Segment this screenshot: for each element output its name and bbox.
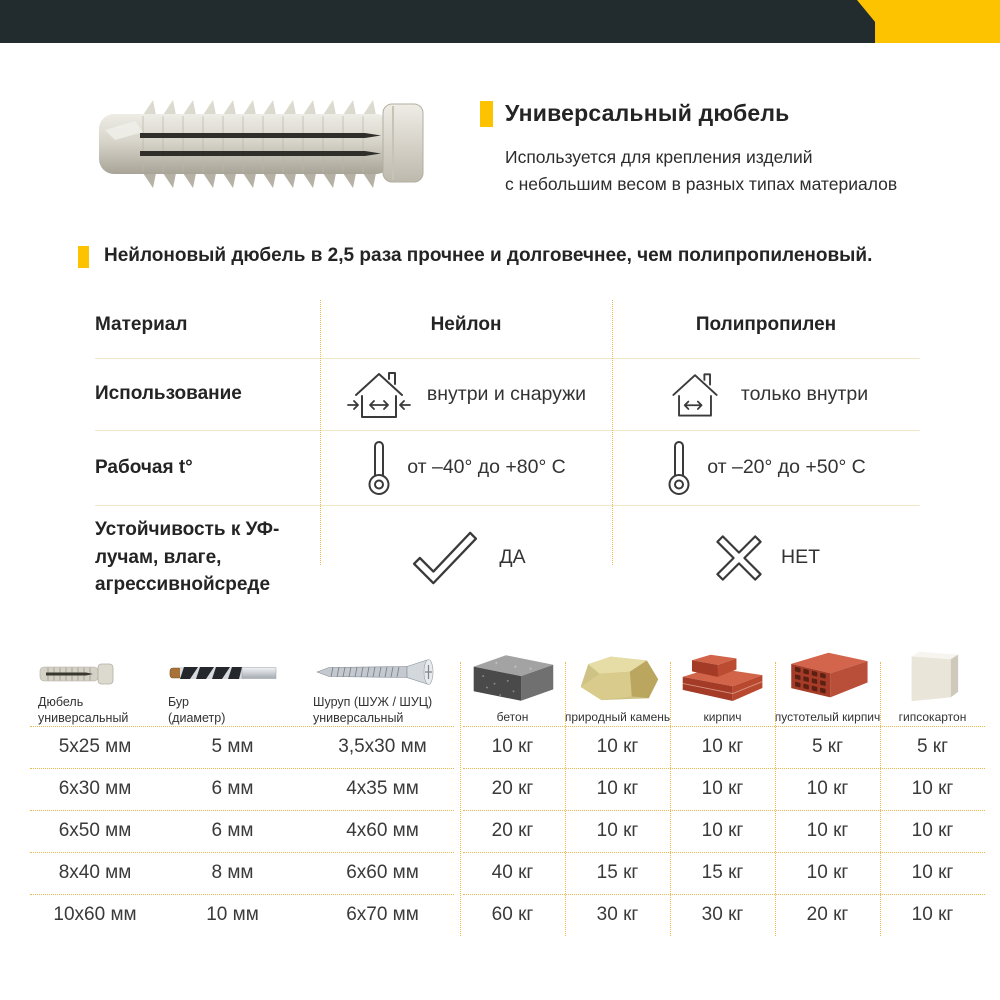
col-header-nylon: Нейлон	[430, 314, 502, 335]
spec-cell: 20 кг	[806, 904, 849, 925]
hero-description-line2: с небольшим весом в разных типах материалов	[505, 174, 898, 194]
row-usage-nylon-cell	[320, 358, 612, 430]
spec-cell: 6x50 мм	[58, 820, 132, 841]
page-title: Универсальный дюбель	[505, 100, 790, 126]
spec-cell: 5x25 мм	[58, 736, 132, 757]
spec-cell: 60 кг	[491, 904, 534, 925]
spec-divider	[670, 662, 671, 936]
spec-col-label: пустотелый кирпич	[774, 710, 881, 725]
resist-poly-value: НЕТ	[781, 546, 820, 568]
spec-table-row	[30, 768, 985, 810]
spec-table-rows	[30, 726, 985, 936]
spec-col-label: природный камень	[564, 710, 671, 725]
spec-cell: 40 кг	[491, 862, 534, 883]
spec-col-label: Шуруп (ШУЖ / ШУЦ) универсальный	[313, 694, 433, 725]
spec-cell: 4x35 мм	[346, 778, 419, 799]
row-resist-label-cell	[95, 505, 320, 610]
spec-cell: 15 кг	[596, 862, 639, 883]
spec-cell: 20 кг	[491, 820, 534, 841]
spec-divider	[565, 662, 566, 936]
brand-yellow-corner	[857, 0, 1000, 43]
dowel-product-image	[85, 88, 445, 200]
spec-col-label: Бур (диаметр)	[168, 694, 226, 725]
usage-poly-value: только внутри	[740, 382, 869, 405]
spec-col-drill	[160, 640, 305, 729]
spec-cell: 10 кг	[806, 820, 849, 841]
spec-cell: 5 кг	[916, 736, 949, 757]
drywall-icon	[900, 647, 966, 703]
comparison-table	[95, 300, 920, 610]
natural-stone-icon	[573, 647, 663, 703]
spec-table	[30, 640, 985, 936]
spec-cell: 10 кг	[596, 778, 639, 799]
hollow-brick-icon	[783, 647, 873, 703]
table-rule	[95, 358, 920, 359]
row-temp-poly-cell	[612, 430, 920, 505]
spec-cell: 4x60 мм	[346, 820, 419, 841]
thermometer-icon	[366, 439, 392, 497]
spec-cell: 10 кг	[806, 778, 849, 799]
spec-col-label: Дюбель универсальный	[38, 694, 129, 725]
top-bar	[0, 0, 1000, 43]
table-divider	[612, 300, 613, 565]
hero-title-row	[480, 100, 790, 127]
house-arrows-icon	[346, 365, 412, 423]
thermometer-icon	[666, 439, 692, 497]
row-label: Использование	[95, 383, 242, 404]
brick-icon	[679, 647, 767, 703]
concrete-block-icon	[468, 647, 558, 703]
spec-cell: 10 кг	[701, 778, 744, 799]
usage-nylon-value: внутри и снаружи	[426, 382, 587, 405]
house-arrows-icon	[664, 365, 726, 423]
spec-cell: 8x40 мм	[58, 862, 132, 883]
spec-table-row	[30, 726, 985, 768]
dowel-photo-icon	[38, 640, 160, 687]
row-label: Рабочая t°	[95, 456, 193, 478]
spec-cell: 6x60 мм	[346, 862, 419, 883]
spec-cell: 3,5x30 мм	[338, 736, 427, 757]
row-temp-nylon-cell	[320, 430, 612, 505]
spec-cell: 10 кг	[701, 736, 744, 757]
spec-cell: 30 кг	[701, 904, 744, 925]
spec-col-stone	[565, 640, 670, 729]
spec-cell: 10 кг	[806, 862, 849, 883]
spec-divider	[775, 662, 776, 936]
spec-table-row	[30, 810, 985, 852]
col-header-polypropylene: Полипропилен	[695, 314, 837, 335]
temp-nylon-value: от –40° до +80° С	[407, 456, 566, 478]
cross-icon	[712, 531, 766, 585]
spec-table-header	[30, 640, 985, 726]
spec-cell: 5 мм	[211, 736, 254, 757]
spec-cell: 6x70 мм	[346, 904, 419, 925]
table-rule	[95, 430, 920, 431]
spec-cell: 10 кг	[596, 820, 639, 841]
title-accent-bar	[480, 101, 493, 127]
spec-col-dowel	[30, 640, 160, 729]
row-usage-label-cell	[95, 358, 320, 430]
spec-col-label: кирпич	[703, 710, 742, 725]
hero-description-line1: Используется для крепления изделий	[505, 147, 813, 167]
spec-cell: 5 кг	[811, 736, 844, 757]
spec-cell: 6 мм	[211, 778, 254, 799]
statement-accent-bar	[78, 246, 89, 268]
spec-cell: 10 кг	[911, 904, 954, 925]
spec-divider	[460, 662, 461, 936]
screw-icon	[313, 640, 460, 687]
spec-col-screw	[305, 640, 460, 729]
statement-text: Нейлоновый дюбель в 2,5 раза прочнее и долговечнее, чем полипропиленовый.	[104, 245, 873, 266]
spec-cell: 10 кг	[911, 820, 954, 841]
spec-col-brick	[670, 640, 775, 729]
spec-cell: 6 мм	[211, 820, 254, 841]
spec-cell: 8 мм	[211, 862, 254, 883]
col-header-material: Материал	[95, 314, 188, 335]
spec-table-row	[30, 852, 985, 894]
spec-cell: 10 кг	[596, 736, 639, 757]
row-label: Устойчивость к УФ-лучам, влаге, агрессивнойсреде	[95, 519, 280, 596]
spec-col-drywall	[880, 640, 985, 729]
row-usage-poly-cell	[612, 358, 920, 430]
spec-cell: 6x30 мм	[58, 778, 132, 799]
table-divider	[320, 300, 321, 565]
spec-divider	[880, 662, 881, 936]
row-temp-label-cell	[95, 430, 320, 505]
spec-cell: 30 кг	[596, 904, 639, 925]
table-rule	[95, 505, 920, 506]
hero-description	[505, 144, 897, 198]
spec-cell: 10 мм	[206, 904, 259, 925]
spec-cell: 10x60 мм	[53, 904, 137, 925]
spec-col-label: гипсокартон	[898, 710, 967, 725]
drill-bit-icon	[168, 640, 305, 687]
spec-table-row	[30, 894, 985, 936]
key-statement	[78, 245, 978, 268]
temp-poly-value: от –20° до +50° С	[707, 456, 866, 478]
spec-cell: 10 кг	[701, 820, 744, 841]
spec-cell: 10 кг	[491, 736, 534, 757]
spec-cell: 20 кг	[491, 778, 534, 799]
row-resist-nylon-cell	[320, 505, 612, 610]
spec-cell: 15 кг	[701, 862, 744, 883]
spec-cell: 10 кг	[911, 778, 954, 799]
spec-col-label: бетон	[496, 710, 529, 725]
check-icon	[406, 529, 484, 587]
spec-cell: 10 кг	[911, 862, 954, 883]
resist-nylon-value: ДА	[499, 546, 526, 568]
spec-col-hollow-brick	[775, 640, 880, 729]
spec-col-concrete	[460, 640, 565, 729]
row-resist-poly-cell	[612, 505, 920, 610]
